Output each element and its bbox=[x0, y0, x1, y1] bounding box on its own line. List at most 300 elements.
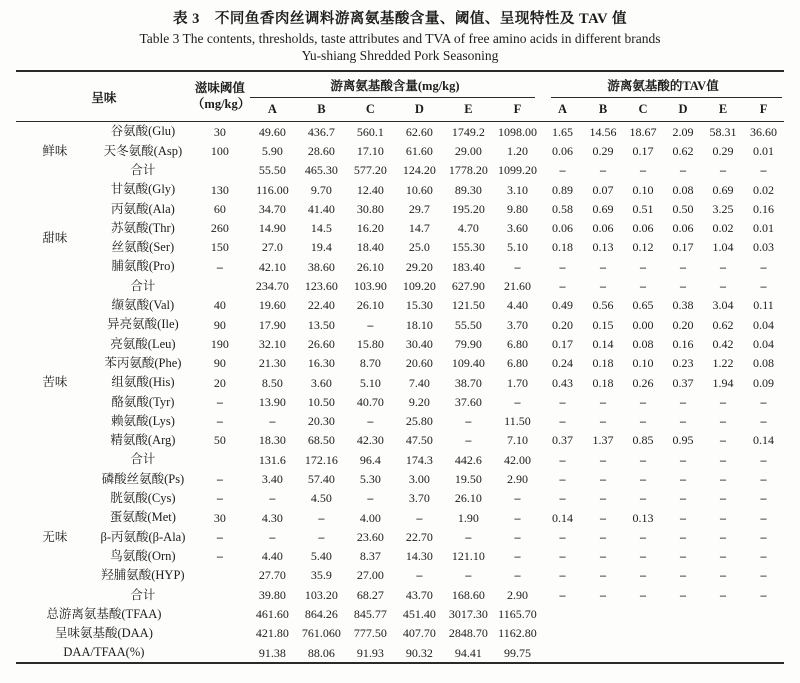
content-value: 7.40 bbox=[408, 375, 430, 390]
content-value: – bbox=[465, 529, 472, 544]
content-value: 109.20 bbox=[402, 279, 436, 294]
tav-value: – bbox=[720, 529, 726, 544]
tav-value: – bbox=[600, 279, 606, 294]
tav-value: 0.24 bbox=[552, 356, 573, 371]
content-value: 29.00 bbox=[454, 143, 482, 158]
tav-value: 1.37 bbox=[592, 433, 614, 448]
tav-value: – bbox=[760, 471, 767, 486]
table-row bbox=[16, 315, 784, 334]
tav-value: 0.08 bbox=[672, 182, 694, 197]
content-value: 38.70 bbox=[454, 375, 482, 390]
content-value: 39.80 bbox=[258, 587, 286, 602]
amino-acid-name: 精氨酸(Arg) bbox=[110, 433, 176, 448]
threshold-value: – bbox=[216, 491, 223, 506]
tav-value: – bbox=[640, 549, 646, 564]
tav-value: – bbox=[680, 452, 686, 467]
threshold-value bbox=[192, 450, 248, 469]
content-value: 627.90 bbox=[451, 279, 485, 294]
tav-value: – bbox=[760, 587, 767, 602]
header-sample-tav-F: F bbox=[759, 102, 768, 116]
tav-value: 0.13 bbox=[592, 240, 614, 255]
tav-value: 0.01 bbox=[753, 143, 775, 158]
table-row bbox=[16, 122, 784, 142]
table-row bbox=[16, 508, 784, 527]
content-value: 121.10 bbox=[451, 549, 485, 564]
tav-value: – bbox=[760, 279, 767, 294]
tav-value bbox=[623, 643, 663, 663]
tav-value: – bbox=[760, 491, 767, 506]
content-value: 761.060 bbox=[301, 626, 341, 641]
table-row bbox=[16, 141, 784, 160]
tav-value: 0.29 bbox=[712, 143, 734, 158]
table-title-english-line2: Yu-shiang Shredded Pork Seasoning bbox=[301, 48, 499, 63]
content-value: 451.40 bbox=[402, 607, 436, 622]
threshold-value: – bbox=[216, 394, 223, 409]
content-value: – bbox=[465, 433, 472, 448]
content-value: 21.30 bbox=[258, 356, 286, 371]
tav-value: – bbox=[600, 587, 606, 602]
tav-value: – bbox=[640, 394, 646, 409]
content-value: 26.10 bbox=[356, 259, 384, 274]
header-sample-content-B: B bbox=[317, 102, 326, 116]
content-value: 2.90 bbox=[506, 471, 528, 486]
content-value: – bbox=[367, 414, 374, 429]
tav-value: – bbox=[760, 529, 767, 544]
content-value: – bbox=[318, 529, 325, 544]
table-row bbox=[16, 257, 784, 276]
content-value: 5.30 bbox=[359, 471, 381, 486]
tav-value: 3.04 bbox=[712, 298, 734, 313]
header-sample-content-D: D bbox=[414, 102, 424, 116]
tav-value: – bbox=[760, 394, 767, 409]
tav-value: 0.08 bbox=[753, 356, 775, 371]
content-value: 26.10 bbox=[356, 298, 384, 313]
tav-value bbox=[542, 604, 583, 623]
content-value: 3017.30 bbox=[448, 607, 488, 622]
amino-acid-table bbox=[16, 70, 784, 664]
tav-value: – bbox=[720, 414, 726, 429]
threshold-value: 20 bbox=[213, 375, 226, 390]
tav-value: 0.38 bbox=[672, 298, 694, 313]
content-value: – bbox=[514, 510, 521, 525]
content-value: 49.60 bbox=[258, 124, 286, 139]
content-value: 62.60 bbox=[405, 124, 433, 139]
amino-acid-name: 丝氨酸(Ser) bbox=[111, 240, 175, 255]
table-row bbox=[16, 489, 784, 508]
summary-row-label: 呈味氨基酸(DAA) bbox=[54, 626, 153, 641]
tav-value: – bbox=[640, 259, 646, 274]
tav-value: 0.20 bbox=[672, 317, 694, 332]
content-value: – bbox=[514, 394, 521, 409]
tav-value: – bbox=[559, 587, 566, 602]
content-value: – bbox=[514, 568, 521, 583]
tav-value bbox=[703, 624, 743, 643]
tav-value: – bbox=[760, 259, 767, 274]
amino-acid-name: 合计 bbox=[130, 162, 156, 177]
table-title-english-line1: Table 3 The contents, thresholds, taste attributes and TVA of free amino acids in different brands bbox=[139, 31, 661, 46]
content-value: 777.50 bbox=[353, 626, 387, 641]
tav-value: 2.09 bbox=[672, 124, 694, 139]
tav-value: – bbox=[600, 529, 606, 544]
content-value: 40.70 bbox=[356, 394, 384, 409]
tav-value: – bbox=[720, 549, 726, 564]
content-value: 15.30 bbox=[405, 298, 433, 313]
table-row bbox=[16, 431, 784, 450]
content-value: 18.10 bbox=[405, 317, 433, 332]
table-row bbox=[16, 354, 784, 373]
table-row bbox=[16, 585, 784, 604]
content-value: – bbox=[416, 510, 423, 525]
content-value: 30.40 bbox=[405, 336, 433, 351]
content-value: 7.10 bbox=[506, 433, 528, 448]
threshold-value: – bbox=[216, 529, 223, 544]
content-value: 172.16 bbox=[304, 452, 338, 467]
content-value: 38.60 bbox=[307, 259, 335, 274]
content-value: 1749.2 bbox=[451, 124, 485, 139]
amino-acid-name: 甘氨酸(Gly) bbox=[110, 182, 176, 197]
tav-value: 0.17 bbox=[632, 143, 654, 158]
tav-value: 0.65 bbox=[632, 298, 654, 313]
content-value: 421.80 bbox=[255, 626, 289, 641]
tav-value: 14.56 bbox=[589, 124, 617, 139]
tav-value: – bbox=[760, 568, 767, 583]
header-threshold bbox=[191, 71, 251, 122]
content-value: – bbox=[514, 491, 521, 506]
content-value: 21.60 bbox=[503, 279, 531, 294]
tav-value: 0.13 bbox=[632, 510, 654, 525]
content-value: 4.00 bbox=[359, 510, 381, 525]
table-row bbox=[16, 161, 784, 180]
content-value: 30.80 bbox=[356, 201, 384, 216]
content-value: 442.6 bbox=[454, 452, 482, 467]
content-value: 8.70 bbox=[359, 356, 381, 371]
content-value: 3.10 bbox=[506, 182, 528, 197]
tav-value: 0.37 bbox=[672, 375, 694, 390]
content-value: – bbox=[269, 491, 276, 506]
header-tav-group: 游离氨基酸的TAV值 bbox=[542, 71, 784, 98]
content-value: 13.50 bbox=[307, 317, 335, 332]
content-value: 4.40 bbox=[261, 549, 283, 564]
content-value: 37.60 bbox=[454, 394, 482, 409]
content-value: 155.30 bbox=[451, 240, 485, 255]
tav-value: 0.56 bbox=[592, 298, 614, 313]
content-value: 5.10 bbox=[506, 240, 528, 255]
tav-value: 0.49 bbox=[552, 298, 573, 313]
content-value: 5.10 bbox=[359, 375, 381, 390]
tav-value: 58.31 bbox=[709, 124, 737, 139]
content-value: 3.60 bbox=[506, 221, 528, 236]
header-taste: 呈味 bbox=[91, 90, 117, 105]
tav-value: 0.29 bbox=[592, 143, 614, 158]
content-value: – bbox=[269, 529, 276, 544]
amino-acid-name: 异亮氨酸(Ile) bbox=[107, 317, 179, 332]
tav-value: – bbox=[559, 414, 566, 429]
content-value: 55.50 bbox=[454, 317, 482, 332]
tav-value: 0.37 bbox=[552, 433, 573, 448]
content-value: 124.20 bbox=[402, 163, 436, 178]
tav-value: 18.67 bbox=[629, 124, 657, 139]
content-value: 3.70 bbox=[506, 317, 528, 332]
threshold-value: – bbox=[216, 471, 223, 486]
table-row bbox=[16, 604, 784, 623]
content-value: 79.90 bbox=[454, 336, 482, 351]
tav-value: – bbox=[680, 549, 686, 564]
content-value: 23.60 bbox=[356, 529, 384, 544]
amino-acid-name: 磷酸丝氨酸(Ps) bbox=[101, 471, 185, 486]
tav-value: 0.03 bbox=[753, 240, 775, 255]
tav-value: 0.42 bbox=[712, 336, 734, 351]
tav-value: 0.69 bbox=[712, 182, 734, 197]
content-value: 34.70 bbox=[258, 201, 286, 216]
tav-value: – bbox=[760, 414, 767, 429]
content-value: 94.41 bbox=[454, 645, 482, 660]
threshold-value: 50 bbox=[213, 433, 226, 448]
tav-value: – bbox=[720, 510, 726, 525]
threshold-value: 260 bbox=[210, 221, 229, 236]
content-value: 26.60 bbox=[307, 336, 335, 351]
tav-value: – bbox=[680, 414, 686, 429]
taste-group-label: 甜味 bbox=[42, 230, 68, 245]
content-value: 25.80 bbox=[405, 414, 433, 429]
header-sample-content-C: C bbox=[365, 102, 375, 116]
content-value: 15.80 bbox=[356, 336, 384, 351]
amino-acid-name: 组氨酸(His) bbox=[111, 375, 175, 390]
tav-value: – bbox=[640, 279, 646, 294]
threshold-value bbox=[192, 604, 248, 623]
content-value: 28.60 bbox=[307, 143, 335, 158]
tav-value: – bbox=[720, 259, 726, 274]
tav-value: 0.62 bbox=[672, 143, 694, 158]
amino-acid-name: 脯氨酸(Pro) bbox=[111, 259, 175, 274]
header-sample-content-A: A bbox=[267, 102, 277, 116]
content-value: 3.40 bbox=[261, 471, 283, 486]
threshold-value: 30 bbox=[213, 124, 226, 139]
content-value: 845.77 bbox=[353, 607, 387, 622]
tav-value: 0.00 bbox=[632, 317, 654, 332]
content-value: – bbox=[416, 568, 423, 583]
header-sample-content-E: E bbox=[464, 102, 473, 116]
tav-value: 0.50 bbox=[672, 201, 694, 216]
content-value: 18.40 bbox=[356, 240, 384, 255]
table-row bbox=[16, 411, 784, 430]
tav-value: – bbox=[680, 394, 686, 409]
amino-acid-name: 蛋氨酸(Met) bbox=[109, 510, 176, 525]
tav-value: 0.06 bbox=[632, 221, 654, 236]
content-value: 4.50 bbox=[310, 491, 332, 506]
content-value: 68.50 bbox=[307, 433, 335, 448]
tav-value: 0.04 bbox=[753, 336, 775, 351]
threshold-value: 100 bbox=[210, 143, 229, 158]
content-value: 55.50 bbox=[258, 163, 286, 178]
header-content-group: 游离氨基酸含量(mg/kg) bbox=[248, 71, 542, 98]
content-value: – bbox=[514, 549, 521, 564]
content-value: 109.40 bbox=[451, 356, 485, 371]
tav-value: 0.14 bbox=[753, 433, 775, 448]
tav-value: – bbox=[680, 510, 686, 525]
tav-value: – bbox=[600, 471, 606, 486]
tav-value: 0.43 bbox=[552, 375, 573, 390]
threshold-value: 90 bbox=[213, 356, 226, 371]
tav-value bbox=[583, 624, 623, 643]
tav-value: – bbox=[640, 587, 646, 602]
tav-value: – bbox=[600, 414, 606, 429]
amino-acid-name: 合计 bbox=[130, 587, 156, 602]
threshold-value bbox=[192, 566, 248, 585]
tav-value bbox=[542, 643, 583, 663]
content-value: 99.75 bbox=[503, 645, 531, 660]
content-value: 183.40 bbox=[451, 259, 485, 274]
content-value: 5.90 bbox=[261, 143, 283, 158]
tav-value: – bbox=[640, 471, 646, 486]
tav-value: 0.69 bbox=[592, 201, 614, 216]
table-caption-block bbox=[0, 7, 800, 64]
tav-value: – bbox=[600, 549, 606, 564]
header-sample-tav-A: A bbox=[557, 102, 568, 116]
tav-value bbox=[743, 624, 784, 643]
tav-value: 0.06 bbox=[552, 143, 573, 158]
header-threshold-line1: 滋味阈值 bbox=[194, 80, 245, 95]
content-value: 4.30 bbox=[261, 510, 283, 525]
tav-value: 0.06 bbox=[552, 221, 573, 236]
content-value: 1.20 bbox=[506, 143, 528, 158]
tav-value: – bbox=[720, 491, 726, 506]
content-value: 19.4 bbox=[310, 240, 332, 255]
content-value: 121.50 bbox=[451, 298, 485, 313]
content-value: 103.20 bbox=[304, 587, 338, 602]
content-value: 9.70 bbox=[310, 182, 332, 197]
content-value: 32.10 bbox=[258, 336, 286, 351]
content-value: 465.30 bbox=[304, 163, 338, 178]
table-row bbox=[16, 373, 784, 392]
tav-value: 0.06 bbox=[672, 221, 694, 236]
tav-value: – bbox=[640, 163, 646, 178]
content-value: 14.30 bbox=[405, 549, 433, 564]
content-value: 91.38 bbox=[258, 645, 286, 660]
table-row bbox=[16, 566, 784, 585]
tav-value: – bbox=[559, 452, 566, 467]
table-row bbox=[16, 276, 784, 295]
content-value: 42.10 bbox=[258, 259, 286, 274]
tav-value: – bbox=[600, 452, 606, 467]
summary-row-label: DAA/TFAA(%) bbox=[63, 645, 145, 660]
tav-value: – bbox=[559, 549, 566, 564]
content-value: 88.06 bbox=[307, 645, 335, 660]
threshold-value: 40 bbox=[213, 298, 226, 313]
tav-value: – bbox=[760, 510, 767, 525]
amino-acid-name: 羟脯氨酸(HYP) bbox=[101, 568, 185, 583]
content-value: – bbox=[318, 510, 325, 525]
tav-value bbox=[623, 624, 663, 643]
content-value: – bbox=[465, 568, 472, 583]
tav-value: 0.09 bbox=[753, 375, 775, 390]
tav-value bbox=[663, 624, 703, 643]
content-value: 42.30 bbox=[356, 433, 384, 448]
content-value: 1099.20 bbox=[497, 163, 537, 178]
content-value: 1.70 bbox=[506, 375, 528, 390]
amino-acid-name: 苯丙氨酸(Phe) bbox=[104, 355, 182, 370]
table-row bbox=[16, 218, 784, 237]
content-value: 47.50 bbox=[405, 433, 433, 448]
tav-value: – bbox=[640, 491, 646, 506]
tav-value: – bbox=[680, 279, 686, 294]
tav-value: – bbox=[680, 163, 686, 178]
content-value: 9.80 bbox=[506, 201, 528, 216]
header-sample-content-F: F bbox=[513, 102, 522, 116]
tav-value: – bbox=[600, 491, 606, 506]
content-value: 61.60 bbox=[405, 143, 433, 158]
content-value: 14.90 bbox=[258, 221, 286, 236]
content-value: 1.90 bbox=[457, 510, 479, 525]
content-value: 560.1 bbox=[356, 124, 384, 139]
content-value: 68.27 bbox=[356, 587, 384, 602]
amino-acid-name: 合计 bbox=[130, 278, 156, 293]
content-value: 4.40 bbox=[506, 298, 528, 313]
threshold-value bbox=[192, 643, 248, 663]
content-value: 407.70 bbox=[402, 626, 436, 641]
tav-value: – bbox=[760, 163, 767, 178]
table-row bbox=[16, 238, 784, 257]
content-value: 22.40 bbox=[307, 298, 335, 313]
content-value: 461.60 bbox=[255, 607, 289, 622]
content-value: 6.80 bbox=[506, 356, 528, 371]
tav-value bbox=[583, 643, 623, 663]
tav-value bbox=[743, 643, 784, 663]
content-value: 43.70 bbox=[405, 587, 433, 602]
tav-value: – bbox=[559, 163, 566, 178]
tav-value: – bbox=[640, 452, 646, 467]
header-sample-tav-D: D bbox=[678, 102, 688, 116]
content-value: 3.00 bbox=[408, 471, 430, 486]
tav-value: 0.23 bbox=[672, 356, 694, 371]
threshold-value: – bbox=[216, 259, 223, 274]
tav-value: 0.85 bbox=[632, 433, 654, 448]
content-value: 1098.00 bbox=[497, 124, 537, 139]
header-sample-tav-E: E bbox=[718, 102, 728, 116]
threshold-value: 190 bbox=[210, 336, 229, 351]
content-value: 35.9 bbox=[310, 568, 332, 583]
content-value: 10.60 bbox=[405, 182, 433, 197]
tav-value bbox=[663, 604, 703, 623]
tav-value: 0.18 bbox=[592, 356, 614, 371]
content-value: 89.30 bbox=[454, 182, 482, 197]
taste-group-label: 无味 bbox=[42, 529, 68, 544]
tav-value: 0.08 bbox=[632, 336, 654, 351]
content-value: 90.32 bbox=[405, 645, 433, 660]
tav-value: 0.11 bbox=[753, 298, 774, 313]
threshold-value bbox=[192, 585, 248, 604]
content-value: 91.93 bbox=[356, 645, 384, 660]
threshold-value bbox=[192, 624, 248, 643]
tav-value: – bbox=[640, 568, 646, 583]
tav-value: 1.94 bbox=[712, 375, 734, 390]
content-value: 6.80 bbox=[506, 336, 528, 351]
tav-value: – bbox=[720, 587, 726, 602]
tav-value: – bbox=[720, 163, 726, 178]
table-row bbox=[16, 643, 784, 663]
tav-value: – bbox=[680, 259, 686, 274]
table-title-chinese: 表 3 不同鱼香肉丝调料游离氨基酸含量、阈值、呈现特性及 TAV 值 bbox=[172, 11, 628, 27]
content-value: 12.40 bbox=[356, 182, 384, 197]
content-value: 17.10 bbox=[356, 143, 384, 158]
tav-value: – bbox=[680, 491, 686, 506]
table-body bbox=[16, 122, 784, 664]
tav-value: – bbox=[720, 568, 726, 583]
content-value: 57.40 bbox=[307, 471, 335, 486]
amino-acid-name: 苏氨酸(Thr) bbox=[110, 220, 175, 235]
tav-value: – bbox=[600, 510, 606, 525]
table-row bbox=[16, 469, 784, 488]
tav-value: – bbox=[680, 471, 686, 486]
